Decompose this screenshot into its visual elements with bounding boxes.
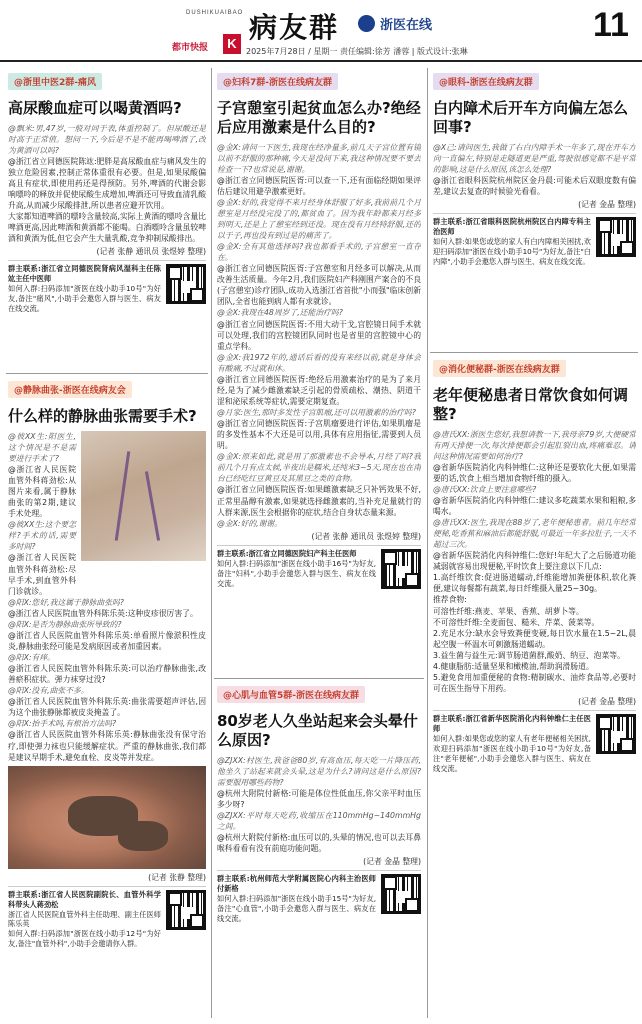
masthead-pinyin: DUSHIKUAIBAO [186,10,244,16]
answer-text: 推荐食物: [433,595,467,605]
join-instructions: 如何入群:扫码添加"浙医在线小助手10号"为好友,备注"痛风",小助手会邀您入群与医生、病友在线交流。 [8,284,161,314]
answer-text: @杭州大附院付新格:可能是体位性低血压,你父亲平时血压多少呀? [217,788,421,809]
answer-text: @浙江省立同德医院医胥:不用大动干戈,宫腔镜日间手术就可以处理,我们的宫腔镜团队同时也是省里的宫腔镜中心的重点学科。 [217,319,421,351]
question-text: @阳X:是否为静脉曲张所导致的? [8,619,122,629]
join-instructions: 如何入群:扫码添加"浙医在线小助手12号"为好友,备注"血管外科",小助手会邀请你入群。 [8,929,161,949]
question-text: @金X:好的,谢谢。 [217,518,283,528]
answer-text: @浙江省眼科医院杭州院区金丹晨:可能术后双眼度数有偏差,建议去复查的时候验光看看。 [433,175,636,196]
join-group-box [8,886,206,950]
question-text: @金X:原来如此,就是用了那激素也不会导本,月经了吗?我前几个月有点太候,半夜出是糯米,还纯米3~5天,现在也在南台已经吃红豆黄豆及其黑豆之类的食物。 [217,452,421,484]
join-group-box [8,260,206,314]
group-tag: @浙里中医2群-痛风 [8,73,102,90]
answer-text: @浙江省立同德医院陈竑:肥胖是高尿酸血症与痛风发生的独立危险因素,控制正常体重很有必要。但是,如果尿酸偏高且有症状,即使用药还是得预防。另外,啤酒的代谢会影响嘌呤的释放并促使尿酸生成增加,啤酒还可导致血清乳酸升高,从而减少尿酸排泄,所以患者应避开饮用。 [8,156,206,211]
byline: (记者 张静 通讯员 张煜婷 整理) [96,247,206,257]
group-owner: 浙江省人民医院血管外科主任助理、副主任医师陈乐英 [8,909,161,929]
byline: (记者 金晶 整理) [578,697,636,706]
answer-text: @浙江省人民医院血管外科蒋劲松:尽早手术,到血管外科门诊就诊。 [8,553,76,596]
article-varicose [8,378,206,1018]
question-text: @月家:医生,那时多发性子宫肌瘤,还可以用激素的治疗吗? [217,408,416,417]
answer-text: @浙江省人民医院血管外科蒋劲松:从图片来看,属于静脉曲张的第2期,建议手术处理。 [8,464,76,519]
section-divider [6,373,208,374]
masthead-rule [0,60,642,62]
byline: (记者 张静 整理) [148,872,206,882]
brand-name: 都市快报 [172,43,209,53]
join-group-box [217,870,421,924]
article-title: 高尿酸血症可以喝黄酒吗? [8,99,182,117]
group-owner: 群主联系:杭州师范大学附属医院心内科主治医师付新格 [217,874,376,893]
leg-photo-varicose [81,431,206,561]
page-number: 11 [593,6,629,44]
answer-text: 不可溶性纤维:全麦面包、糙米、芹菜、菠菜等。 [433,617,600,627]
question-text: @金X:我现在48周岁了,还能治疗吗? [217,308,343,318]
question-text: @飘米:男,47岁,一般对同于表,体重控制了。但尿酸还是时高于正常值。想问一下,今后是不是不能再喝啤酒了,改为黄酒可以吗? [8,123,206,155]
join-instructions: 如何入群:如果您或您的家人有老年便秘相关困扰,欢迎扫码添加"浙医在线小助手10号"为好友,备注"老年便秘",小助手会邀您入群与医生、病友在线交流。 [433,733,591,773]
join-group-box [433,710,636,774]
join-instructions: 如何入群:扫码添加"浙医在线小助手15号"为好友,备注"心血管",小助手会邀您入群与医生、病友在线交流。 [217,893,376,923]
article-title: 80岁老人久坐站起来会头晕什么原因? [217,712,418,749]
answer-text: 大家都知道啤酒的嘌呤含量较高,实际上黄酒的嘌呤含量比啤酒更高,因此啤酒和黄酒都不能喝。白酒嘌呤含量虽较啤酒和黄酒为低,但它会产生大量乳酸,竞争抑制尿酸排出。 [8,212,206,244]
article-title: 老年便秘患者日常饮食如何调整? [433,386,629,423]
column-divider [211,68,212,1018]
question-text: @阳X:有痒。 [8,653,55,662]
question-text: @ZJXX:平时每天吃药,收缩压在110mmHg~140mmHg之间。 [217,810,421,831]
answer-text: @浙江省人民医院血管外科陈乐英:曲张需要超声评估,因为这个曲张静脉都被皮炎掩盖了。 [8,697,206,718]
byline: (记者 金晶 整理) [578,199,636,209]
answer-text: @浙江省立同德医院医胥:可以查一下,还有面临经期如果评估后建议用避孕激素更好。 [217,175,421,196]
answer-text: @省新华医院消化内科钟维仁:这种还是要软化大便,如果需要的话,饮食上相当增加食物纤维的摄入。 [433,462,636,483]
question-text: @金X:全有其他选择吗?我也都看手术的,子宫憩室一直存在。 [217,242,421,263]
group-owner: 群主联系:浙江省新华医院消化内科钟维仁主任医师 [433,714,591,733]
group-owner: 群主联系:浙江省立同德医院肾病风湿科主任陈竑主任中医师 [8,264,161,284]
answer-text: 2.充足水分:缺水会导致粪便变硬,每日饮水量在1.5~2L,晨起空腹一杯温水可刺激肠道蠕动。 [433,628,636,649]
qr-code-icon[interactable] [166,264,206,304]
answer-text: @浙江省人民医院血管外科陈乐英:静脉曲张没有保守治疗,即使弹力袜也只能缓解症状。严重的静脉曲张,我们都是建议早期手术,避免血栓、皮炎等并发症。 [8,730,206,762]
question-text: @唐氏XX:医生,我现在88岁了,老年便秘患者。前几年经常便秘,吃香蕉和麻油后都能舒服,可最近一年多拉肚子,一天不超过三次。 [433,518,636,550]
group-owner: 群主联系:浙江省人民医院副院长、血管外科学科带头人蒋劲松 [8,889,161,909]
qr-code-icon[interactable] [596,217,636,257]
answer-text: @浙江省人民医院血管外科陈乐英:可以治疗静脉曲张,改善瘀积症状。弹力袜穿过没? [8,664,206,685]
byline: (记者 张静 通讯员 张煜婷 整理) [311,531,421,541]
question-text: @X己:请问医生,我做了右白内障手术一年多了,现在开车方向一直偏左,特别是走隧道更是严重,驾驶很感觉都不是平常的影响,这是什么原因,该怎么处理? [433,142,636,174]
answer-text: @浙江省立同德医院医胥:子宫憩室和月经多可以解决,从而改善生活质量。今年2月,我们医院妇产科刚围产案合的不良(子宫憩室)诊疗团队,成功入选浙江省首批"小而强"临床创新团队,全省也能到病人都有求就诊。 [217,264,421,307]
question-text: @彼XX生:这个要怎样?手术的话,需要多时间? [8,520,76,552]
answer-text: @杭州大附院付新格:血压可以的,头晕的情况,也可以去耳鼻喉科看看有没有前庭功能问题。 [217,832,421,853]
question-text: @金X:我1972年的,通话后看的没有来经以前,就是身体会有酸痛,不过就和休。 [217,352,421,373]
answer-text: 3.益生菌与益生元:调节肠道菌群,酸奶、纳豆、泡菜等。 [433,650,625,660]
question-text: @金X:请问一下医生,我现在经净量多,前几天子宫位置有镜以前不舒服的那种痛,今天是没问下来,我这种情况要不要去检查一下?也常说是,谢谢。 [217,142,421,174]
article-title: 子宫憩室引起贫血怎么办?绝经后应用激素是什么目的? [217,99,421,136]
join-instructions: 如何入群:如果您或您的家人有白内障相关困扰,欢迎扫码添加"浙医在线小助手10号"为好友,备注"白内障",小助手会邀您入群与医生、病友在线交流。 [433,236,591,266]
article-cataract [433,70,636,348]
question-text: @彼XX生:阳医生,这个情况是不是需要进行手术了? [8,431,76,463]
question-text: @金X:好的,我觉得不来月经身体舒服了好多,我前前几个月憩室是月经没完没了的,都贫血了。因为我年龄都来月经多到明天,还是上了憩室经到还没。现在没有月经特舒服,还的以于子,再也没有到过是的痛苦了。 [217,197,421,240]
section-divider [430,352,638,353]
page-title: 病友群 [249,11,340,44]
answer-text: @省新华医院消化内科钟维仁:建议多吃蔬菜水果和粗粮,多喝水。 [433,495,636,516]
article-title: 白内障术后开车方向偏左怎么回事? [433,99,629,136]
answer-text: @浙江省立同德医院医胥:绝经后用激素治疗的是为了来月经,是为了减少雌激素缺乏引起的骨质疏松、潮热、阴道干涩和泌尿系统等症状,需要定期复查。 [217,374,421,406]
leg-photo-dermatitis [8,766,206,869]
question-text: @阳X:您好,我这属于静脉曲张吗? [8,597,124,607]
column-divider [427,68,428,1018]
article-title: 什么样的静脉曲张需要手术? [8,407,197,425]
k-logo-icon: K [223,34,241,54]
answer-text: 可溶性纤维:燕麦、苹果、香蕉、胡萝卜等。 [433,606,584,616]
join-instructions: 如何入群:扫码添加"浙医在线小助手16号"为好友,备注"妇科",小助手会邀您入群与医生、病友在线交流。 [217,558,376,588]
qr-code-icon[interactable] [596,714,636,754]
group-tag: @眼科-浙医在线病友群 [433,73,539,90]
group-owner: 群主联系:浙江省眼科医院杭州院区白内障专科主治医师 [433,216,591,236]
answer-text: 1.高纤维饮食:促进肠道蠕动,纤维能增加粪便体积,软化粪便,建议每餐都有蔬菜,每日纤维摄入量25~30g。 [433,573,636,594]
group-tag: @妇科7群-浙医在线病友群 [217,73,338,90]
question-text: @唐氏XX:饮食上要注意哪些? [433,484,537,494]
qr-code-icon[interactable] [381,874,421,914]
answer-text: @浙江省立同德医院医胥:子宫肌瘤要进行评估,如果肌瘤是的多发性基本不大还是可以用,具体有应用指征,需要到人员明。 [217,419,421,451]
article-dizziness [217,683,421,1018]
answer-text: @省新华医院消化内科钟维仁:您好!年纪大了之后肠道功能减弱就容易出现便秘,平时饮食上要注意以下几点: [433,551,636,572]
question-text: @阳X:没有,曲张不多。 [8,686,89,696]
article-gynecology [217,70,421,675]
skin-lesion [118,821,168,851]
article-constipation [433,357,636,1018]
byline: (记者 金晶 整理) [363,857,421,867]
answer-text: 4.健康脂肪:适量坚果和橄榄油,帮助润滑肠道。 [433,661,594,671]
answer-text: @浙江省人民医院血管外科陈乐英:单看照片像淤积性皮炎,静脉曲张经可能是发病原因或者加重因素。 [8,630,206,651]
vein-mark [145,471,160,540]
partner-name: 浙医在线 [380,18,433,33]
group-tag: @静脉曲张-浙医在线病友会 [8,381,132,398]
qr-code-icon[interactable] [166,890,206,930]
partner-logo-icon [358,15,375,32]
article-gout [8,70,206,368]
join-group-box [217,545,421,589]
masthead [0,0,642,62]
question-text: @唐氏XX:浙医生您好,我想请教一下,我母亲79岁,大便硬常有两天排便一次,每次排便都会引起肛裂出血,疼痛难忍。请问这种情况需要如何治疗? [433,429,636,461]
join-group-box [433,213,636,267]
answer-text: 5.避免食用加重便秘的食物:精制碳水、油炸食品等,必要时可在医生指导下用药。 [433,672,636,693]
qr-code-icon[interactable] [381,549,421,589]
group-tag: @消化便秘群-浙医在线病友群 [433,360,566,377]
group-tag: @心肌与血管5群-浙医在线病友群 [217,686,365,703]
date-line: 2025年7月28日 / 星期一 责任编辑:徐芳 潘蓉 | 版式设计:张琳 [246,47,468,56]
group-owner: 群主联系:浙江省立同德医院妇产科主任医师 [217,548,357,558]
section-divider [214,678,424,679]
answer-text: @浙江省人民医院血管外科陈乐英:这种皮疹很厉害了。 [8,608,198,618]
answer-text: @浙江省立同德医院医胥:如果雌激素缺乏只补钙效果不好,正常里晶醇有激素,如果就选择雌激素的,当补充足量就行的人群来源,医生会根据你的症状,结合自身状态量来源。 [217,485,421,517]
question-text: @ZJXX:村医生,我爸爸80岁,有高血压,每天吃一片降压药,他坐久了站起来就会头晕,这是为什么?请问这是什么原因?需要服用哪些药物? [217,755,421,787]
question-text: @阳X:抬手术吗,有根治方法吗? [8,719,117,729]
vein-mark [115,451,130,541]
